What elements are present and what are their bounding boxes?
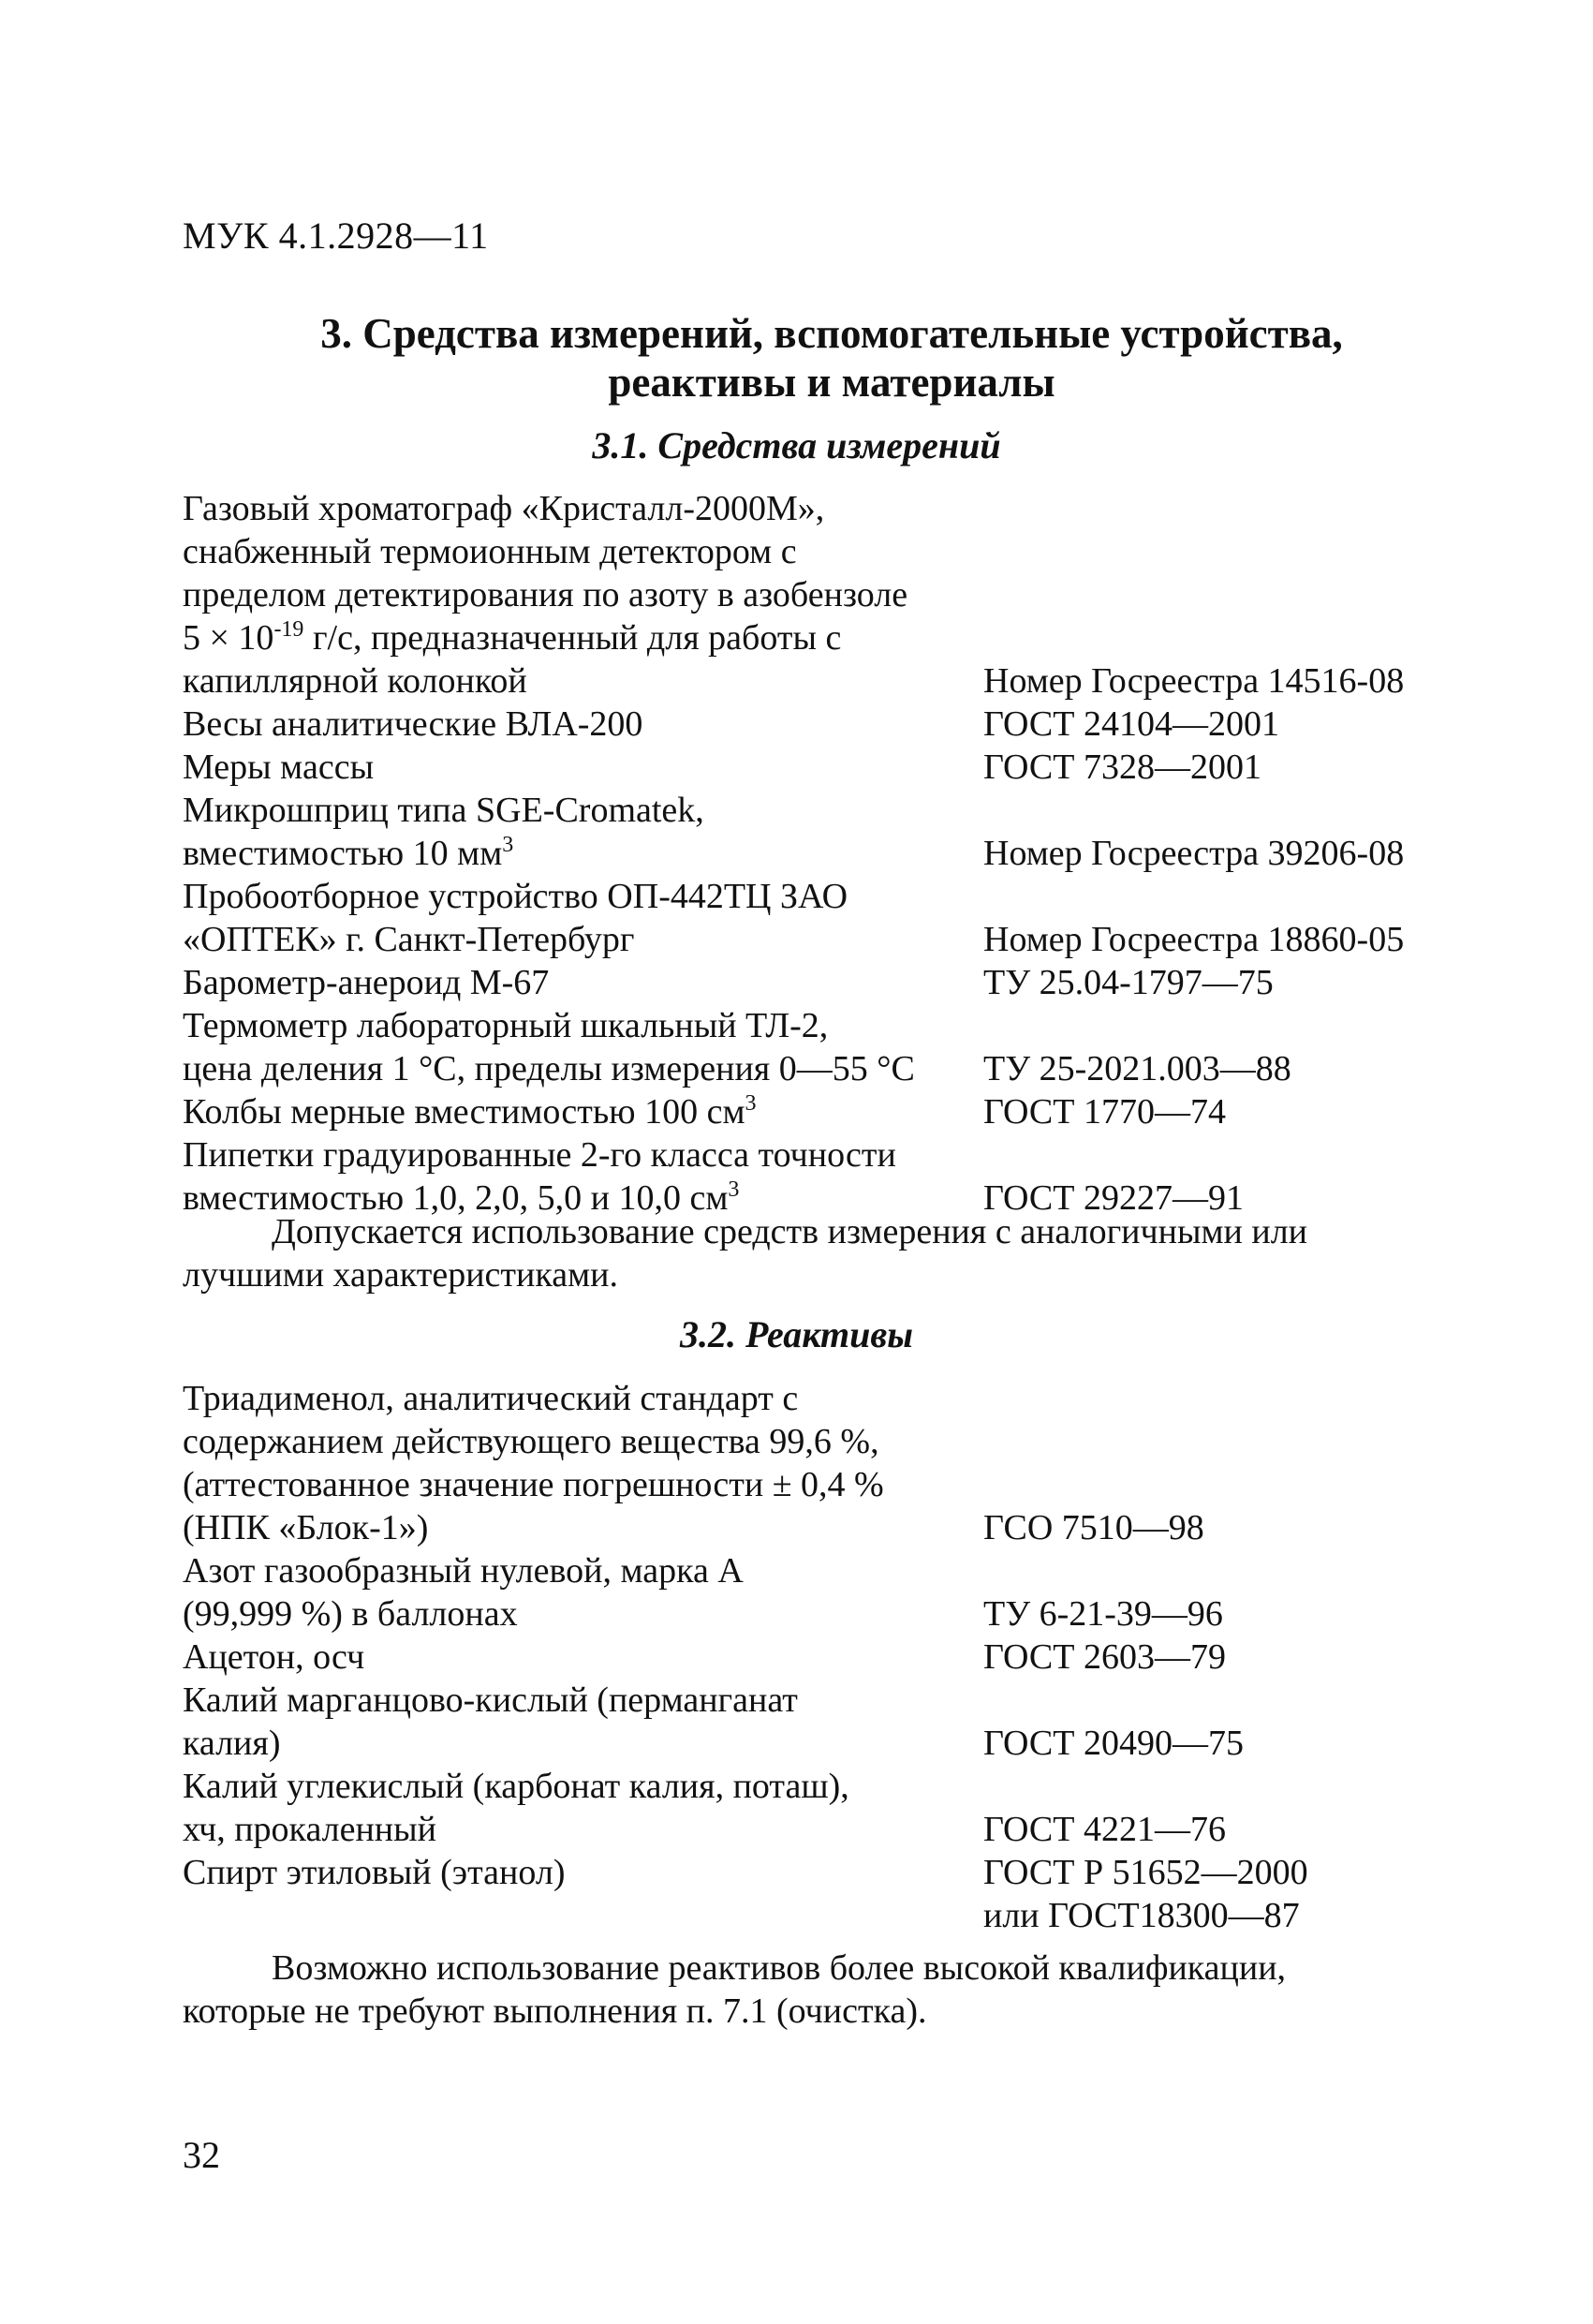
item-reference: ТУ 6-21-39—96 <box>983 1594 1223 1634</box>
measuring-note: Допускается использование средств измерения с аналогичными или лучшими характеристиками. <box>183 1212 1307 1295</box>
item-name: Газовый хроматограф «Кристалл-2000М», снабженный термоионным детектором с пределом детектирования по азоту в азобензоле $5 \times 10^{-19}$ г/с, предназначенный для работы с капиллярной колонкой <box>183 489 908 701</box>
list-item <box>183 746 1438 789</box>
item-reference: ГОСТ 1770—74 <box>983 1092 1226 1132</box>
item-name: Калий углекислый (карбонат калия, поташ), хч, прокаленный <box>183 1767 849 1849</box>
subsection-title-measuring: 3.1. Средства измерений <box>592 424 1001 466</box>
list-item <box>183 1377 1438 1549</box>
item-name: Весы аналитические ВЛА-200 <box>183 704 643 744</box>
list-item <box>183 1765 1438 1851</box>
item-name: Пробоотборное устройство ОП-442ТЦ ЗАО «ОПТЕК» г. Санкт-Петербург <box>183 877 848 959</box>
section-title-line: реактивы и материалы <box>608 359 1055 406</box>
item-reference: ГОСТ 29227—91 <box>983 1178 1244 1218</box>
section-title <box>0 309 1593 407</box>
item-name: Термометр лабораторный шкальный ТЛ-2, цена деления 1 °С, пределы измерения 0—55 °С <box>183 1006 915 1088</box>
item-reference: ГОСТ 4221—76 <box>983 1810 1226 1849</box>
list-item <box>183 789 1438 875</box>
item-reference: Номер Госреестра 18860-05 <box>983 920 1405 959</box>
section-title-line: 3. Средства измерений, вспомогательные устройства, <box>320 310 1343 357</box>
list-item <box>183 961 1438 1004</box>
item-reference: ТУ 25.04-1797—75 <box>983 963 1274 1002</box>
item-reference: ГОСТ 24104—2001 <box>983 704 1279 744</box>
item-reference-line2: или ГОСТ18300—87 <box>983 1896 1300 1935</box>
item-name: Триадименол, аналитический стандарт с содержанием действующего вещества 99,6 %, (аттестованное значение погрешности ± 0,4 % (НПК «Блок-1») <box>183 1379 884 1547</box>
item-name: Барометр-анероид М-67 <box>183 963 550 1002</box>
reagents-list <box>183 1377 1438 1937</box>
list-item <box>183 1636 1438 1679</box>
reagents-note: Возможно использование реактивов более высокой квалификации, которые не требуют выполнения п. 7.1 (очистка). <box>183 1948 1287 2031</box>
list-item <box>183 1679 1438 1765</box>
list-item <box>183 487 1438 703</box>
item-reference: Номер Госреестра 14516-08 <box>983 661 1405 701</box>
item-reference: ГОСТ 7328—2001 <box>983 748 1261 787</box>
list-item <box>183 1004 1438 1090</box>
item-reference: ГОСТ 20490—75 <box>983 1724 1244 1763</box>
item-name: Калий марганцово-кислый (перманганат калия) <box>183 1680 798 1763</box>
list-item <box>183 1090 1438 1133</box>
item-name: Ацетон, осч <box>183 1637 365 1677</box>
item-reference: ТУ 25-2021.003—88 <box>983 1049 1291 1088</box>
list-item <box>183 1549 1438 1636</box>
item-name: Колбы мерные вместимостью 100 $см^3$ <box>183 1091 757 1132</box>
item-reference: ГОСТ 2603—79 <box>983 1637 1226 1677</box>
list-item <box>183 875 1438 961</box>
item-reference: ГСО 7510—98 <box>983 1508 1204 1547</box>
item-name: Микрошприц типа SGE-Cromatek, вместимостью 10 $мм^3$ <box>183 791 704 873</box>
subsection-title-reagents: 3.2. Реактивы <box>680 1313 913 1355</box>
document-code: МУК 4.1.2928—11 <box>183 215 489 257</box>
item-name: Азот газообразный нулевой, марка А (99,999 %) в баллонах <box>183 1551 744 1634</box>
item-reference: ГОСТ Р 51652—2000 <box>983 1853 1308 1892</box>
item-name: Пипетки градуированные 2-го класса точности вместимостью 1,0, 2,0, 5,0 и 10,0 $см^3$ <box>183 1135 896 1218</box>
item-name: Меры массы <box>183 748 375 787</box>
item-name: Спирт этиловый (этанол) или ГОСТ18300—87 <box>183 1853 1300 1935</box>
list-item <box>183 1851 1438 1937</box>
page-number: 32 <box>183 2134 220 2176</box>
list-item <box>183 703 1438 746</box>
item-reference: Номер Госреестра 39206-08 <box>983 834 1405 873</box>
measuring-instruments-list <box>183 487 1438 1220</box>
list-item <box>183 1133 1438 1220</box>
